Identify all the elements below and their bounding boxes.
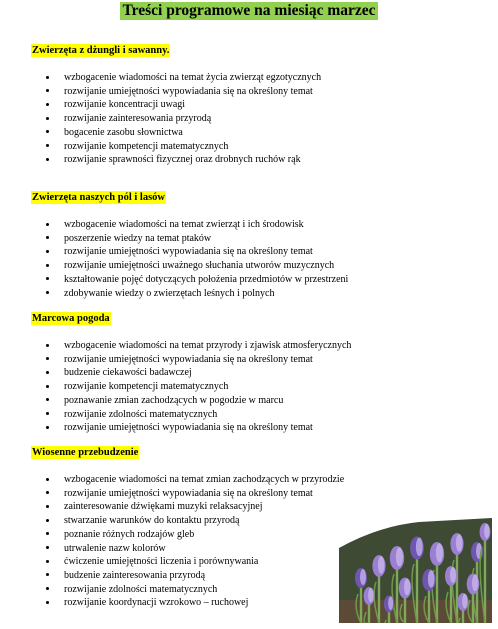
list-item-text: rozwijanie umiejętności wypowiadania się na określony temat [64, 85, 313, 97]
bullet-icon [46, 519, 49, 522]
bullet-icon [46, 236, 49, 239]
list-item-text: rozwijanie zdolności matematycznych [64, 408, 218, 420]
bullet-icon [46, 357, 49, 360]
bullet-icon [46, 573, 49, 576]
list-item-text: wzbogacenie wiadomości na temat życia zwierząt egzotycznych [64, 72, 322, 83]
list-item-text: rozwijanie umiejętności wypowiadania się na określony temat [64, 487, 313, 499]
bullet-icon [46, 277, 49, 280]
list-item-text: bogacenie zasobu słownictwa [64, 126, 183, 138]
section-heading: Zwierzęta naszych pól i lasów [32, 192, 165, 203]
bullet-icon [46, 478, 49, 481]
bullet-icon [46, 491, 49, 494]
bullet-icon [46, 426, 49, 429]
crocus-illustration [339, 518, 492, 623]
bullet-icon [46, 264, 49, 267]
bullet-icon [46, 223, 49, 226]
list-item-text: rozwijanie koordynacji wzrokowo – ruchowej [64, 597, 249, 609]
bullet-icon [46, 398, 49, 401]
list-item-text: budzenie zainteresowania przyrodą [64, 569, 206, 581]
section-heading: Wiosenne przebudzenie [32, 447, 139, 458]
list-item-text: rozwijanie umiejętności wypowiadania się na określony temat [64, 353, 313, 365]
list-item-text: poznanie różnych rodzajów gleb [64, 528, 195, 540]
bullet-icon [46, 144, 49, 147]
section-heading: Marcowa pogoda [32, 313, 110, 324]
bullet-icon [46, 385, 49, 388]
bullet-icon [46, 532, 49, 535]
bullet-icon [46, 291, 49, 294]
list-item-text: wzbogacenie wiadomości na temat zmian zachodzących w przyrodzie [64, 474, 345, 485]
bullet-icon [46, 505, 49, 508]
bullet-icon [46, 250, 49, 253]
list-item-text: rozwijanie koncentracji uwagi [64, 99, 186, 111]
list-item-text: rozwijanie sprawności fizycznej oraz drobnych ruchów rąk [64, 154, 301, 166]
list-item-text: kształtowanie pojęć dotyczących położenia przedmiotów w przestrzeni [64, 273, 349, 285]
bullet-icon [46, 412, 49, 415]
list-item-text: rozwijanie umiejętności wypowiadania się na określony temat [64, 422, 313, 434]
list-item-text: rozwijanie umiejętności uważnego słuchania utworów muzycznych [64, 260, 335, 272]
list-item-text: utrwalenie nazw kolorów [64, 542, 166, 554]
list-item-text: wzbogacenie wiadomości na temat zwierząt i ich środowisk [64, 219, 304, 230]
bullet-icon [46, 546, 49, 549]
list-item-text: rozwijanie kompetencji matematycznych [64, 381, 229, 393]
list-item-text: rozwijanie zdolności matematycznych [64, 583, 218, 595]
list-item-text: zainteresowanie dźwiękami muzyki relaksacyjnej [64, 501, 263, 513]
bullet-icon [46, 587, 49, 590]
bullet-icon [46, 76, 49, 79]
section-heading: Zwierzęta z dżungli i sawanny. [32, 45, 170, 56]
bullet-icon [46, 344, 49, 347]
list-item-text: poznawanie zmian zachodzących w pogodzie w marcu [64, 394, 284, 406]
list-item-text: zdobywanie wiedzy o zwierzętach leśnych i polnych [64, 287, 275, 299]
page-title: Treści programowe na miesiąc marzec [122, 2, 376, 19]
list-item-text: wzbogacenie wiadomości na temat przyrody i zjawisk atmosferycznych [64, 340, 352, 351]
bullet-icon [46, 601, 49, 604]
list-item-text: rozwijanie umiejętności wypowiadania się na określony temat [64, 246, 313, 258]
page-title-wrapper [0, 2, 498, 20]
bullet-icon [46, 371, 49, 374]
bullet-icon [46, 89, 49, 92]
list-item-text: budzenie ciekawości badawczej [64, 367, 192, 379]
list-item-text: rozwijanie zainteresowania przyrodą [64, 113, 212, 125]
list-item-text: rozwijanie kompetencji matematycznych [64, 140, 229, 152]
bullet-icon [46, 117, 49, 120]
list-item-text: stwarzanie warunków do kontaktu przyrodą [64, 515, 240, 527]
bullet-icon [46, 158, 49, 161]
bullet-icon [46, 103, 49, 106]
list-item-text: ćwiczenie umiejętności liczenia i porównywania [64, 556, 259, 568]
bullet-icon [46, 560, 49, 563]
list-item-text: poszerzenie wiedzy na temat ptaków [64, 232, 212, 244]
bullet-icon [46, 130, 49, 133]
crocus-flowers-photo [339, 518, 492, 623]
